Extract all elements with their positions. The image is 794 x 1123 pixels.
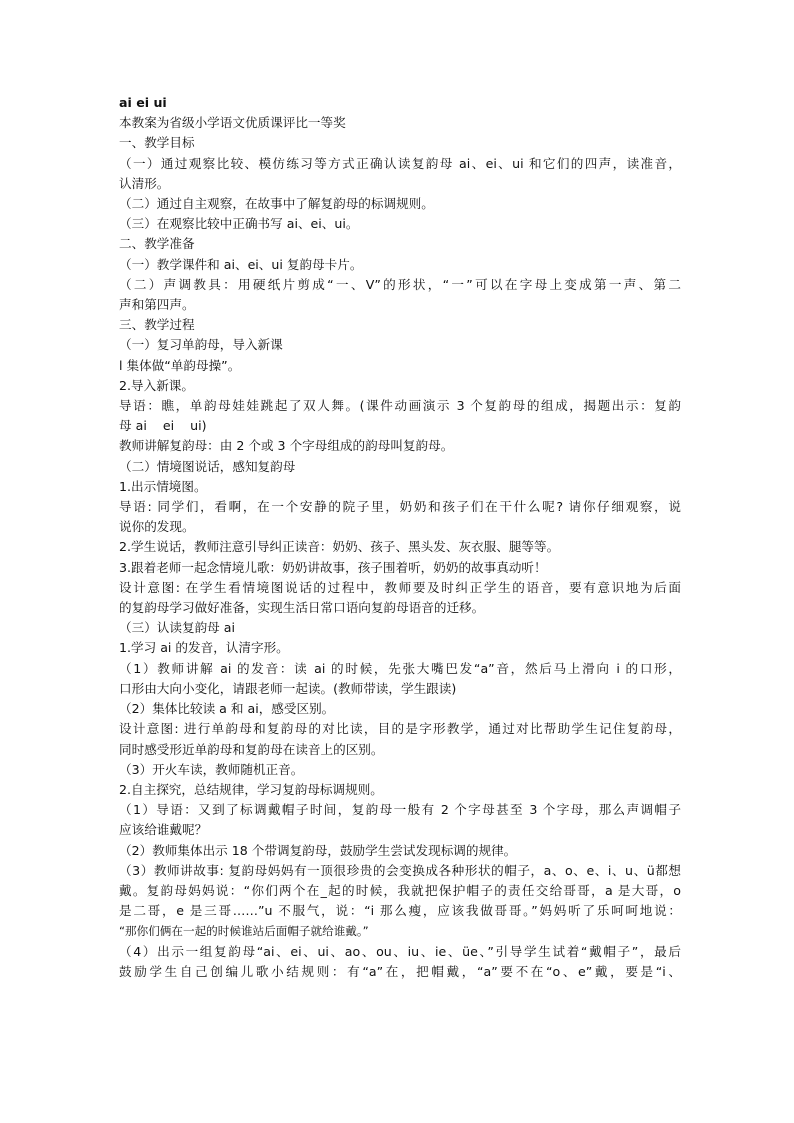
- document-page: [119, 93, 681, 982]
- text-line: 导语：瞧，单韵母娃娃跳起了双人舞。(课件动画演示 3 个复韵母的组成，揭题出示：复韵: [119, 398, 681, 414]
- award-note: 本教案为省级小学语文优质课评比一等奖: [119, 115, 346, 131]
- text-line: 3.跟着老师一起念情境儿歌：奶奶讲故事，孩子围着听，奶奶的故事真动听！: [119, 559, 547, 575]
- text-line: 认清形。: [119, 175, 170, 191]
- subheading: （一）复习单韵母，导入新课: [119, 337, 283, 353]
- text-line: （二）声调教具：用硬纸片剪成“一、V”的形状，“一”可以在字母上变成第一声、第二: [119, 276, 681, 292]
- section-heading-objectives: 一、教学目标: [119, 135, 195, 151]
- text-line: （3）开火车读，教师随机正音。: [119, 761, 304, 777]
- text-line: （一）通过观察比较、模仿练习等方式正确认读复韵母 ai、ei、ui 和它们的四声，读准音，: [119, 155, 681, 171]
- text-line: （3）教师讲故事: 复韵母妈妈有一顶很珍贵的会变换成各种形状的帽子，a、o、e、i、u、ü都想: [119, 862, 681, 878]
- text-line: 声和第四声。: [119, 297, 195, 313]
- text-line: 1.学习 ai 的发音，认清字形。: [119, 640, 289, 656]
- text-line: 2.自主探究，总结规律，学习复韵母标调规则。: [119, 781, 383, 797]
- text-line: 2.学生说话，教师注意引导纠正读音：奶奶、孩子、黑头发、灰衣服、腿等等。: [119, 539, 560, 555]
- text-line: 母 ai ei ui): [119, 418, 207, 434]
- text-line: 鼓励学生自己创编儿歌小结规则：有“a”在，把帽戴，“a”要不在“o、e”戴，要是“i、: [119, 963, 681, 979]
- text-line: （4）出示一组复韵母“ai、ei、ui、ao、ou、iu、ie、üe、”引导学生试着“戴帽子”，最后: [119, 943, 681, 959]
- text-line: 口形由大向小变化，请跟老师一起读。(教师带读，学生跟读): [119, 680, 457, 696]
- section-heading-process: 三、教学过程: [119, 317, 195, 333]
- text-line: （三）在观察比较中正确书写 ai、ei、ui。: [119, 216, 359, 232]
- text-line: 导语: 同学们，看啊，在一个安静的院子里，奶奶和孩子们在干什么呢? 请你仔细观察，说: [119, 499, 681, 515]
- text-line: 戴。复韵母妈妈说：“你们两个在_起的时候，我就把保护帽子的责任交给哥哥，a 是大哥，o: [119, 882, 681, 898]
- subheading: （三）认读复韵母 ai: [119, 620, 235, 636]
- text-line: （一）教学课件和 ai、ei、ui 复韵母卡片。: [119, 256, 363, 272]
- text-line: 是二哥，e 是三哥……”u 不服气，说：“i 那么瘦，应该我做哥哥。”妈妈听了乐呵呵地说：: [119, 903, 681, 919]
- text-line: （1）教师讲解 ai 的发音：读 ai 的时候，先张大嘴巴发“a”音，然后马上滑向 i 的口形，: [119, 660, 681, 676]
- text-line: 1.出示情境图。: [119, 478, 207, 494]
- text-line: “那你们俩在一起的时候谁站后面帽子就给谁戴。”: [119, 924, 369, 939]
- subheading: （二）情境图说话，感知复韵母: [119, 458, 296, 474]
- text-line: 教师讲解复韵母：由 2 个或 3 个字母组成的韵母叫复韵母。: [119, 438, 454, 454]
- section-heading-preparation: 二、教学准备: [119, 236, 195, 252]
- text-line: （2）教师集体出示 18 个带调复韵母，鼓励学生尝试发现标调的规律。: [119, 842, 517, 858]
- text-line: l 集体做“单韵母操”。: [119, 357, 241, 373]
- text-line: 同时感受形近单韵母和复韵母在读音上的区别。: [119, 741, 384, 757]
- text-line: （1）导语：又到了标调戴帽子时间，复韵母一般有 2 个字母甚至 3 个字母，那么声调帽子: [119, 802, 681, 818]
- text-line: 的复韵母学习做好准备，实现生活日常口语向复韵母语音的迁移。: [119, 600, 485, 616]
- text-line: 设计意图: 进行单韵母和复韵母的对比读，目的是字形教学，通过对比帮助学生记住复韵母，: [119, 721, 681, 737]
- text-line: 应该给谁戴呢？: [119, 822, 208, 838]
- text-line: 2.导入新课。: [119, 377, 194, 393]
- text-line: （2）集体比较读 a 和 ai，感受区别。: [119, 701, 335, 717]
- lesson-title: ai ei ui: [119, 95, 167, 110]
- text-line: 说你的发现。: [119, 519, 195, 535]
- text-line: 设计意图: 在学生看情境图说话的过程中，教师要及时纠正学生的语音，要有意识地为后面: [119, 579, 681, 595]
- text-line: （二）通过自主观察，在故事中了解复韵母的标调规则。: [119, 196, 434, 212]
